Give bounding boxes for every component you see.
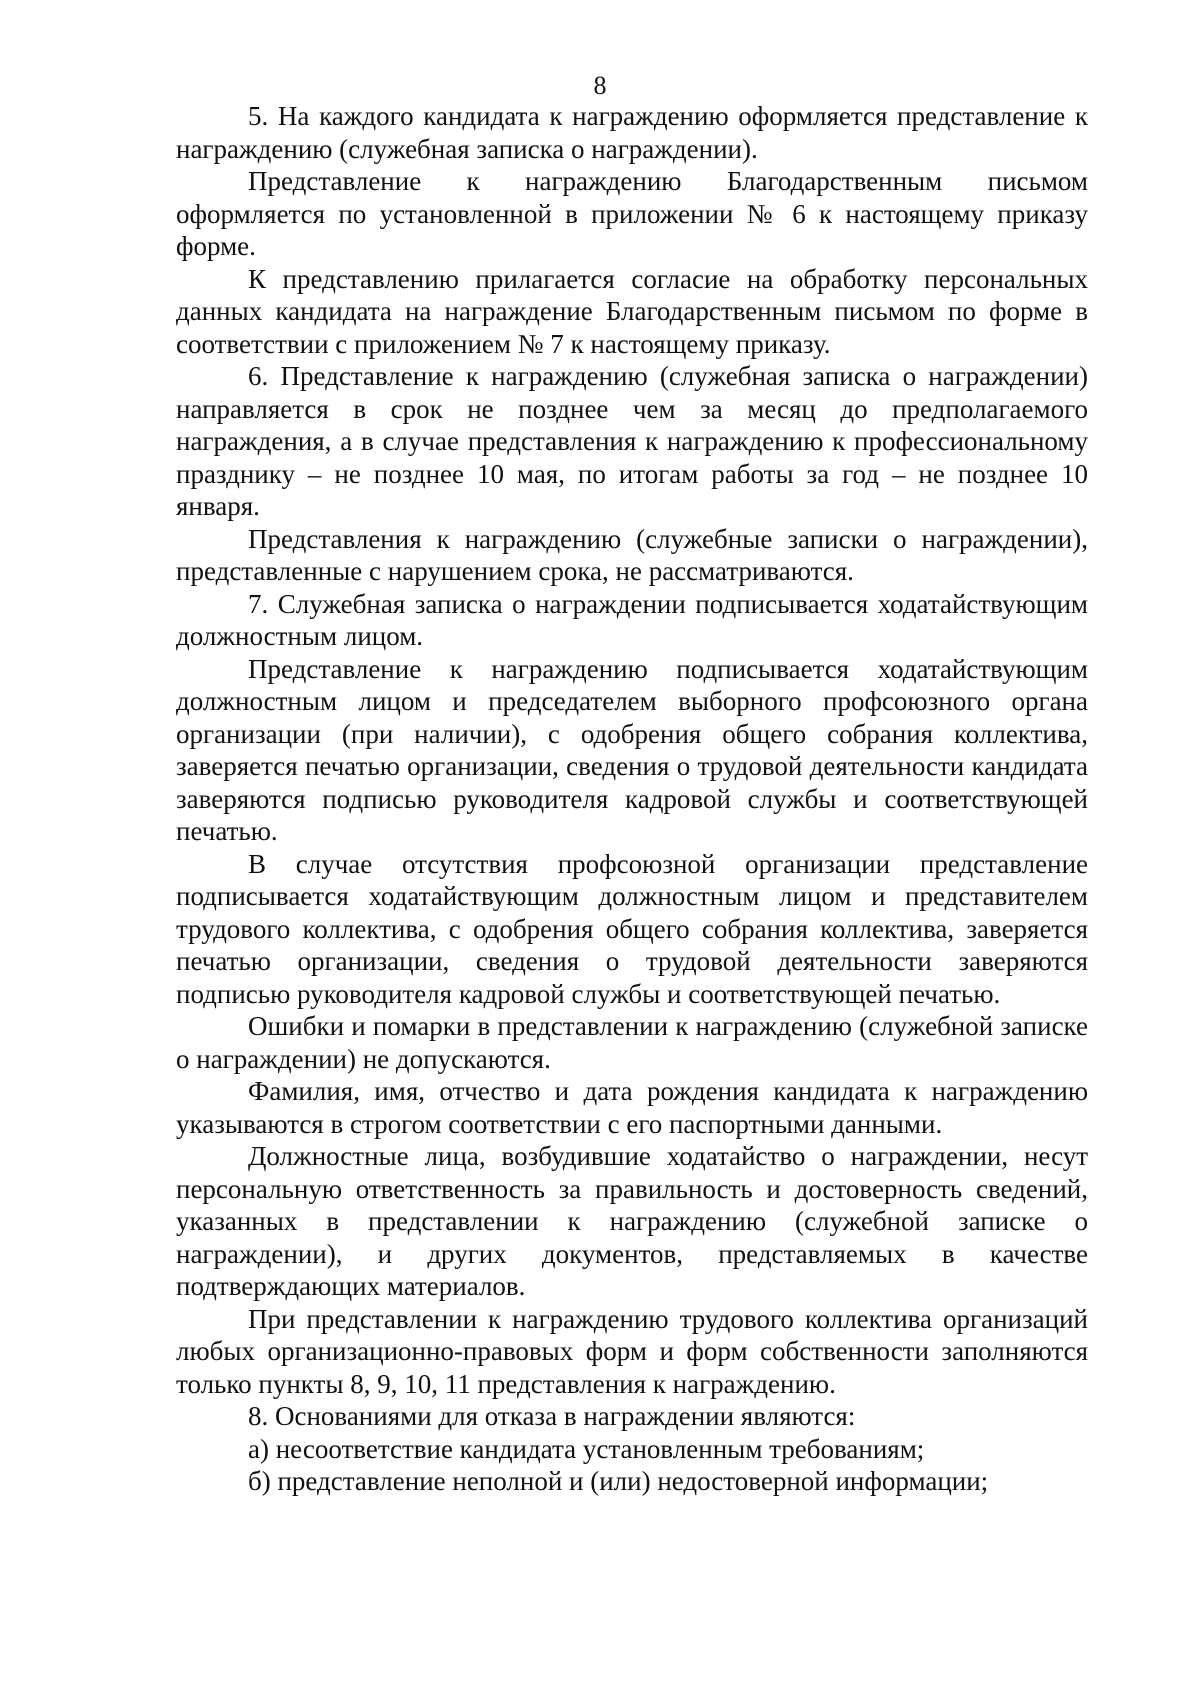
list-item-a: а) несоответствие кандидата установленным требованиям; <box>248 1433 925 1464</box>
paragraph-form-reference: Представление к награждению Благодарственным письмом оформляется по установленной в приложении № 6 к настоящему приказу форме. <box>176 166 1088 261</box>
paragraph-6-deadline: 6. Представление к награждению (служебная записка о награждении) направляется в срок не позднее чем за месяц до предполагаемого награждения, а в случае представления к награждению к профессиональному празднику – не позднее 10 мая, по итогам работы за год – не позднее 10 января. <box>176 361 1088 521</box>
list-item-b: б) представление неполной и (или) недостоверной информации; <box>248 1466 989 1496</box>
paragraph-passport-data: Фамилия, имя, отчество и дата рождения кандидата к награждению указываются в строгом соответствии с его паспортными данными. <box>176 1076 1088 1139</box>
paragraph-personal-data-consent: К представлению прилагается согласие на обработку персональных данных кандидата на награждение Благодарственным письмом по форме в соответствии с приложением № 7 к настоящему приказу. <box>176 263 1088 359</box>
paragraph-7-signature: 7. Служебная записка о награждении подписывается ходатайствующим должностным лицом. <box>176 588 1088 651</box>
document-body <box>176 100 1088 1498</box>
paragraph-signing-with-union: Представление к награждению подписывается ходатайствующим должностным лицом и председателем выборного профсоюзного органа организации (при наличии), с одобрения общего собрания коллектива, заверяется печатью организации, сведения о трудовой деятельности кандидата заверяются подписью руководителя кадровой службы и соответствующей печатью. <box>176 653 1088 846</box>
paragraph-responsibility: Должностные лица, возбудившие ходатайство о награждении, несут персональную ответственность за правильность и достоверность сведений, указанных в представлении к награждению (служебной записке о награждении), и других документов, представляемых в качестве подтверждающих материалов. <box>176 1141 1088 1301</box>
paragraph-8-refusal-grounds: 8. Основаниями для отказа в награждении являются: <box>248 1401 856 1431</box>
paragraph-signing-without-union: В случае отсутствия профсоюзной организации представление подписывается ходатайствующим должностным лицом и представителем трудового коллектива, с одобрения общего собрания коллектива, заверяется печатью организации, сведения о трудовой деятельности заверяются подписью руководителя кадровой службы и соответствующей печатью. <box>176 848 1088 1009</box>
page-number: 8 <box>593 71 607 100</box>
paragraph-5-intro: 5. На каждого кандидата к награждению оформляется представление к награждению (служебная записка о награждении). <box>176 101 1088 164</box>
paragraph-late-submissions: Представления к награждению (служебные записки о награждении), представленные с нарушением срока, не рассматриваются. <box>176 523 1088 586</box>
paragraph-collective-award: При представлении к награждению трудового коллектива организаций любых организационно-правовых форм и форм собственности заполняются только пункты 8, 9, 10, 11 представления к награждению. <box>176 1303 1088 1399</box>
paragraph-no-corrections: Ошибки и помарки в представлении к награждению (служебной записке о награждении) не допускаются. <box>176 1011 1088 1074</box>
